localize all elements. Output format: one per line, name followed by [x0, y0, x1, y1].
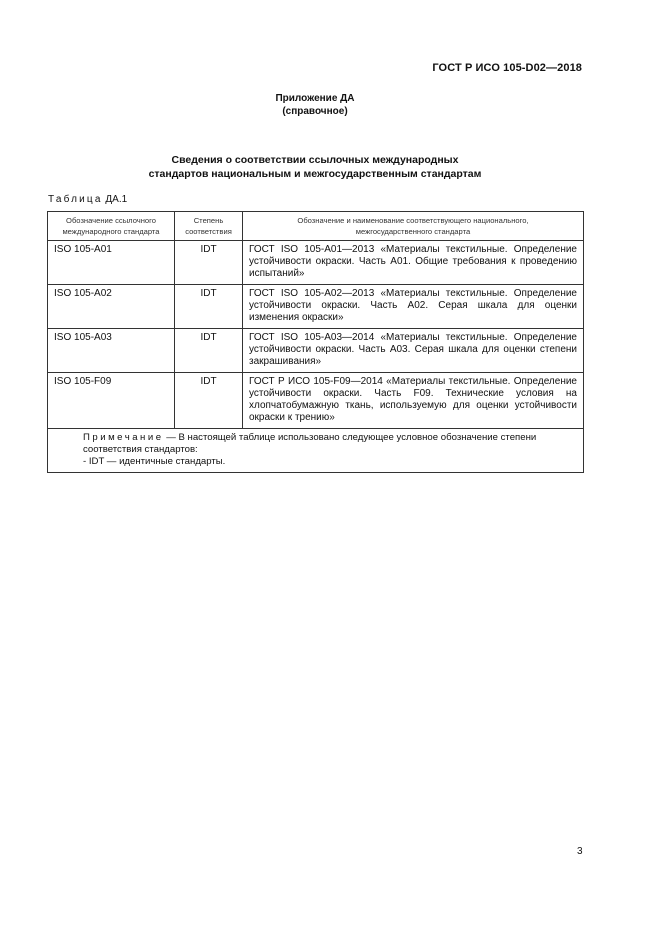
national-standard-name: ГОСТ Р ИСО 105-F09—2014 «Материалы текстильные. Определение устойчивости окраски. Часть F09. Технические условия на хлопчатобумажную ткань, используемую для оценки устойчивости окраски к трению»	[243, 373, 584, 429]
table-label	[48, 194, 127, 205]
header-reference-standard: Обозначение ссылочного международного стандарта	[48, 212, 175, 241]
reference-code: ISO 105-A02	[48, 285, 175, 329]
section-title-line-2: стандартов национальным и межгосударственным стандартам	[148, 168, 482, 180]
table-row	[48, 373, 584, 429]
table-note	[48, 429, 584, 473]
reference-code: ISO 105-A01	[48, 241, 175, 285]
page-number: 3	[577, 846, 583, 857]
table-note-row	[48, 429, 584, 473]
degree-value: IDT	[175, 241, 243, 285]
national-standard-name: ГОСТ ISO 105-A01—2013 «Материалы текстильные. Определение устойчивости окраски. Часть A01. Общие требования к проведению испытаний»	[243, 241, 584, 285]
national-standard-name: ГОСТ ISO 105-A02—2013 «Материалы текстильные. Определение устойчивости окраски. Часть A02. Серая шкала для оценки изменения окраски»	[243, 285, 584, 329]
annex-title: Приложение ДА	[275, 93, 355, 104]
table-row	[48, 329, 584, 373]
table-row	[48, 241, 584, 285]
note-label: Примечание	[83, 432, 164, 443]
reference-code: ISO 105-F09	[48, 373, 175, 429]
national-standard-name: ГОСТ ISO 105-A03—2014 «Материалы текстильные. Определение устойчивости окраски. Часть A03. Серая шкала для оценки степени закрашивания»	[243, 329, 584, 373]
degree-value: IDT	[175, 329, 243, 373]
header-degree: Степень соответствия	[175, 212, 243, 241]
table-header-row	[48, 212, 584, 241]
table-label-number: ДА.1	[105, 194, 128, 205]
note-text: — В настоящей таблице использовано следующее условное обозначение степени соответствия стандартов:	[83, 432, 537, 455]
reference-code: ISO 105-A03	[48, 329, 175, 373]
section-title-line-1: Сведения о соответствии ссылочных международных	[171, 154, 459, 166]
note-item: - IDT — идентичные стандарты.	[83, 456, 226, 467]
annex-status: (справочное)	[282, 106, 348, 117]
annex-heading	[0, 92, 630, 118]
degree-value: IDT	[175, 373, 243, 429]
header-national-standard: Обозначение и наименование соответствующего национального, межгосударственного стандарта	[243, 212, 584, 241]
correspondence-table	[47, 211, 584, 473]
section-title	[0, 153, 630, 181]
document-number: ГОСТ Р ИСО 105-D02—2018	[432, 62, 582, 74]
table-label-prefix: Таблица	[48, 194, 103, 205]
table-row	[48, 285, 584, 329]
degree-value: IDT	[175, 285, 243, 329]
